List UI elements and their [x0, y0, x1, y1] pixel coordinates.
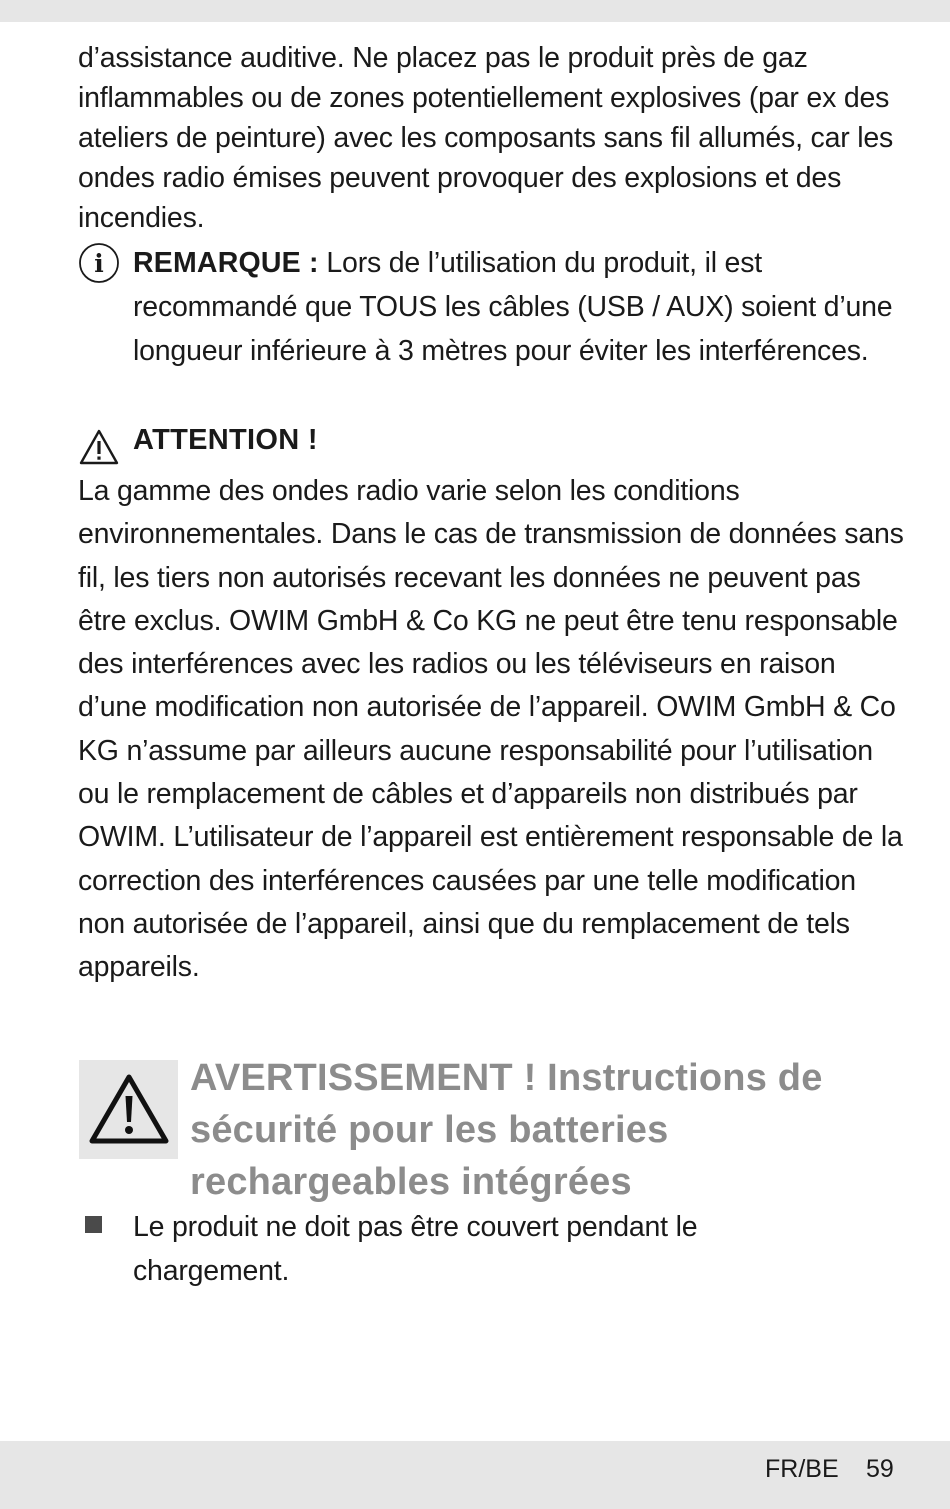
- warning-exclamation-icon: [88, 1072, 170, 1146]
- info-icon: [78, 242, 120, 284]
- attention-heading: ATTENTION !: [133, 424, 318, 456]
- bullet-square-icon: [85, 1216, 102, 1233]
- note-text: Lors de l’utilisation du produit, il est recommandé que TOUS les câbles (USB / AUX) soient d’une longueur inférieure à 3 mètres pour éviter les interférences.: [133, 247, 893, 367]
- warning-triangle-icon: [78, 428, 120, 466]
- page-number: 59: [866, 1455, 894, 1483]
- intro-paragraph: d’assistance auditive. Ne placez pas le produit près de gaz inflammables ou de zones potentiellement explosives (par ex des ateliers de peinture) avec les composants sans fil allumés, car les ondes radio émises peuvent provoquer des explosions et des incendies.: [78, 42, 894, 234]
- list-item: Le produit ne doit pas être couvert pendant le chargement.: [133, 1211, 698, 1287]
- note-paragraph: [133, 241, 913, 373]
- attention-body: La gamme des ondes radio varie selon les conditions environnementales. Dans le cas de transmission de données sans fil, les tiers non autorisés recevant les données ne peuvent pas être exclus. OWIM GmbH & Co KG ne peut être tenu responsable des interférences avec les radios ou les téléviseurs en raison d’une modification non autorisée de l’appareil. OWIM GmbH & Co KG n’assume par ailleurs aucune responsabilité pour l’utilisation ou le remplacement de câbles et d’appareils non distribués par OWIM. L’utilisateur de l’appareil est entièrement responsable de la correction des interférences causées par une telle modification non autorisée de l’appareil, ainsi que du remplacement de tels appareils.: [78, 475, 904, 984]
- warning-icon-box: [79, 1060, 178, 1159]
- top-band: [0, 0, 950, 22]
- footer-language: FR/BE: [765, 1455, 839, 1483]
- note-label: REMARQUE :: [133, 247, 319, 279]
- warning-heading: AVERTISSEMENT ! Instructions de sécurité pour les batteries rechargeables intégrées: [190, 1057, 823, 1203]
- svg-text:i: i: [94, 249, 104, 278]
